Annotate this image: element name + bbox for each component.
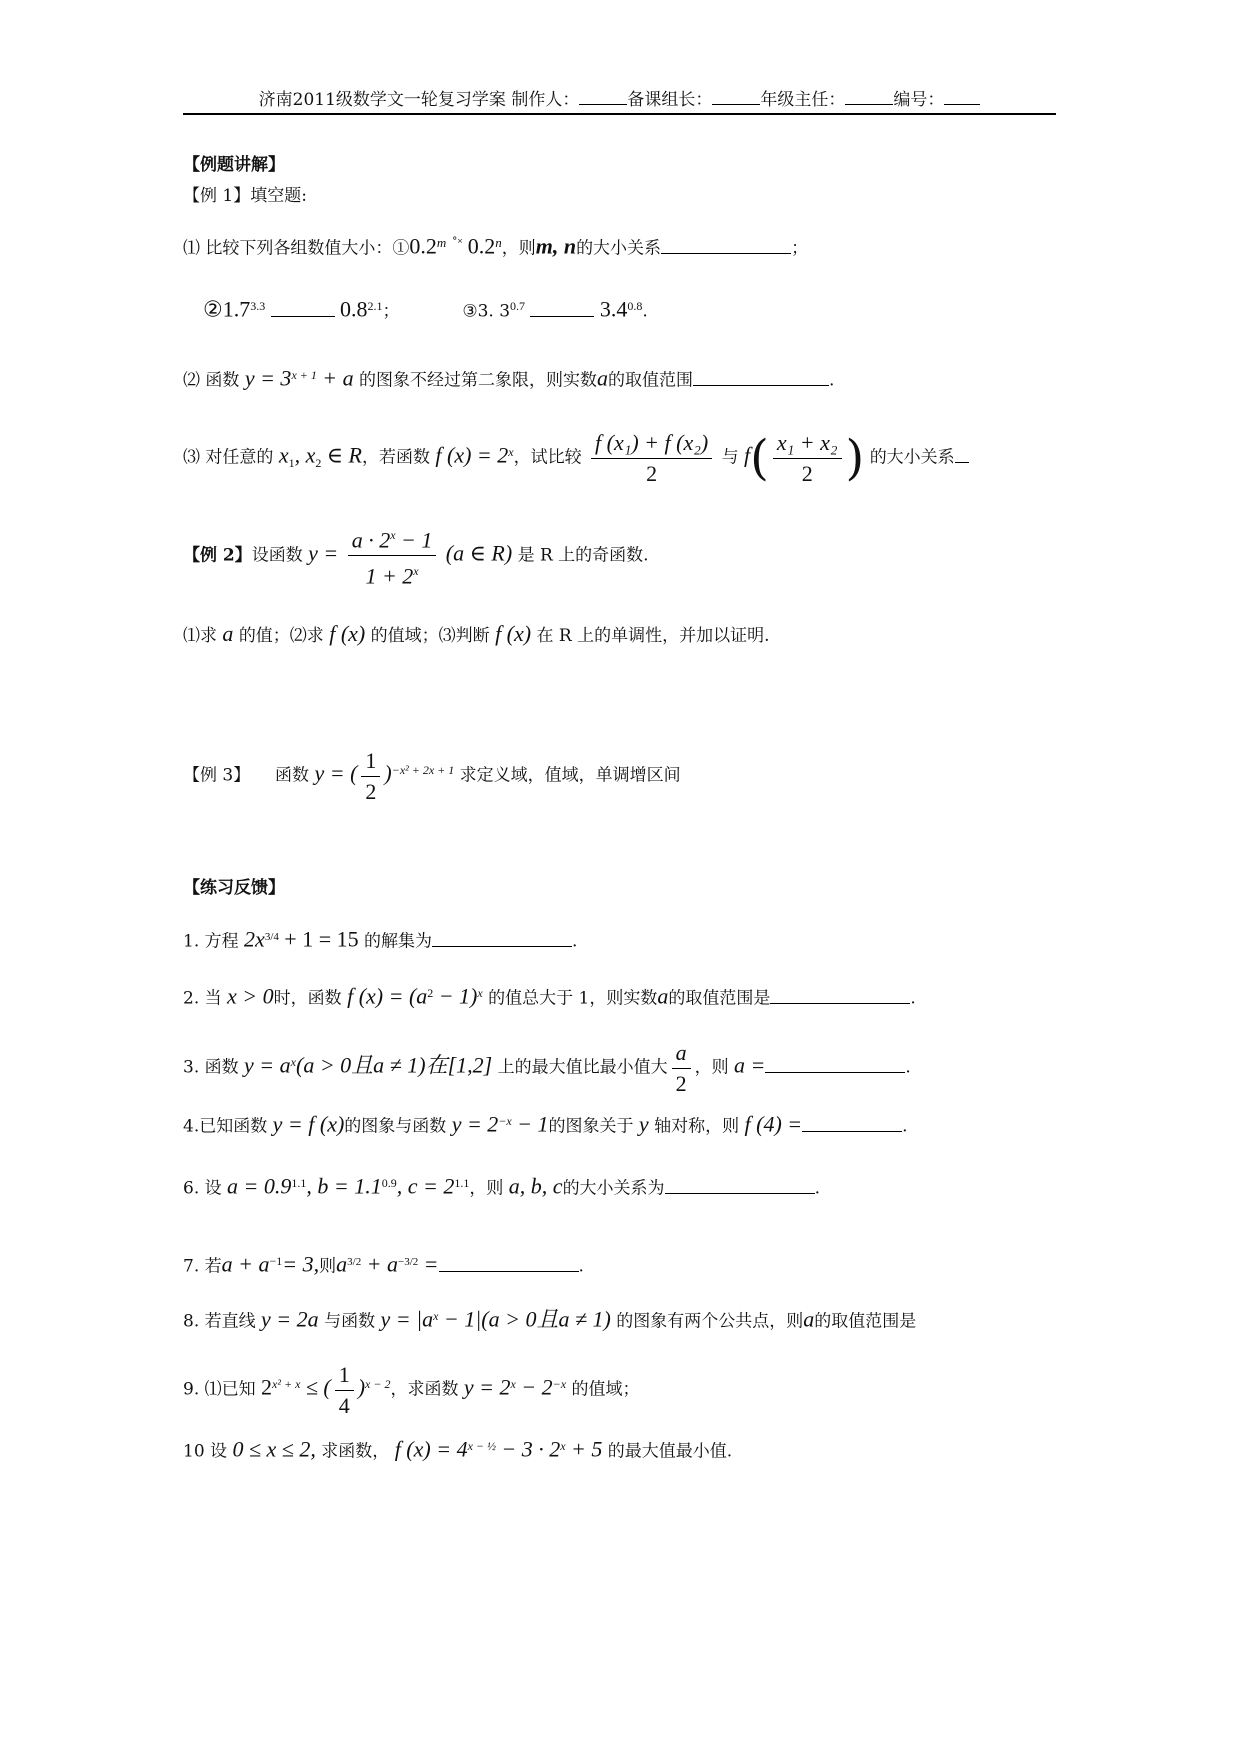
q1b-c1: ②1.7 bbox=[203, 296, 251, 322]
p6-b-exp: 0.9 bbox=[381, 1176, 397, 1190]
q1-mid: ，则 bbox=[501, 238, 536, 259]
p8-var: a bbox=[803, 1306, 815, 1332]
p3-cond: (a > 0且a ≠ 1)在[1,2] bbox=[296, 1052, 493, 1078]
q1b-c2-exp: 2.1 bbox=[367, 299, 383, 313]
p4-prefix: 已知函数 bbox=[199, 1116, 268, 1137]
p7-answer-blank[interactable] bbox=[439, 1255, 579, 1272]
p9-prefix: ⑴已知 bbox=[204, 1379, 256, 1400]
p4-f4: f (4) = bbox=[744, 1111, 803, 1137]
p8-expr2: y = |a bbox=[380, 1306, 434, 1332]
p3-mid2: ，则 bbox=[694, 1057, 729, 1078]
q1b-c1-exp: 3.3 bbox=[250, 299, 266, 313]
p1-exp-num: 3 bbox=[264, 931, 271, 943]
p4-end: . bbox=[902, 1116, 908, 1137]
p4-var: y bbox=[638, 1111, 649, 1137]
q3-num2: x₁ + x₂ bbox=[773, 428, 842, 459]
q2-answer-blank[interactable] bbox=[693, 369, 829, 386]
p10-suffix: 的最大值最小值. bbox=[607, 1441, 733, 1462]
practice-6 bbox=[183, 1170, 820, 1202]
p10-mid: 求函数， bbox=[321, 1441, 390, 1462]
example2-fraction bbox=[348, 520, 437, 592]
header-title: 济南2011级数学文一轮复习学案 制作人： bbox=[258, 90, 580, 110]
p6-mid: ，则 bbox=[469, 1178, 504, 1199]
practice-3 bbox=[183, 1030, 911, 1100]
q1-b: 0.2 bbox=[467, 233, 496, 259]
p2-fx: f (x) = (a bbox=[347, 983, 428, 1009]
p3-prefix: 函数 bbox=[204, 1057, 239, 1078]
p8-mid: 与函数 bbox=[324, 1311, 376, 1332]
p1-no: 1. bbox=[183, 931, 200, 952]
ex2-num-tail: − 1 bbox=[401, 527, 433, 553]
q1b-blank-2[interactable] bbox=[530, 300, 594, 317]
q3-den2: 2 bbox=[801, 460, 813, 486]
q1-vars: m, n bbox=[535, 233, 577, 259]
q3-prefix: ⑶ 对任意的 bbox=[183, 447, 274, 468]
p10-exp: x − ½ bbox=[467, 1439, 496, 1453]
ex2-den-exp: x bbox=[413, 564, 419, 579]
example2-y: y = bbox=[308, 540, 339, 566]
p8-exp: x bbox=[433, 1309, 439, 1323]
practice-1: 1. 方程 $2x^{3/4} + 1 = 15$ 的解集为 . bbox=[183, 926, 578, 952]
p6-suffix: 的大小关系为 bbox=[562, 1178, 665, 1199]
p9-no: 9. bbox=[183, 1379, 200, 1400]
q3-var-x2: x bbox=[305, 442, 316, 468]
practice-7: 7. 若$a + a^{-1}= 3$,则$a^{3/2} + a^{-3/2}$ = . bbox=[183, 1251, 584, 1277]
garbled-glyph: ˚˟ bbox=[451, 236, 463, 250]
practice-10 bbox=[183, 1433, 732, 1465]
q1-a-exp: m bbox=[436, 235, 447, 250]
q1b-c4-exp: 0.8 bbox=[627, 299, 643, 313]
p2-var: a bbox=[657, 983, 669, 1009]
p1-tail: + 1 = 15 bbox=[284, 926, 359, 952]
p9-mid: ，求函数 bbox=[390, 1379, 459, 1400]
example2-suffix: 是 R 上的奇函数. bbox=[517, 545, 649, 566]
example3-suffix: 求定义域，值域，单调增区间 bbox=[459, 765, 681, 786]
q2-prefix: ⑵ 函数 bbox=[183, 370, 240, 391]
p8-cond: (a > 0且a ≠ 1) bbox=[481, 1306, 611, 1332]
q3-in: ∈ R bbox=[326, 442, 362, 468]
q1-b-exp: n bbox=[495, 235, 502, 250]
p2-answer-blank[interactable] bbox=[770, 987, 910, 1004]
example2-cond: (a ∈ R) bbox=[445, 540, 513, 566]
p2-cond: x > 0 bbox=[227, 983, 274, 1009]
example1-q1b bbox=[203, 293, 648, 325]
example3-prefix: 函数 bbox=[275, 765, 310, 786]
p7-expr2: a bbox=[336, 1251, 348, 1277]
p6-c-exp: 1.1 bbox=[454, 1176, 470, 1190]
example1-title: 【例 1】填空题: bbox=[183, 186, 307, 206]
p3-no: 3. bbox=[183, 1057, 200, 1078]
practice-9 bbox=[183, 1352, 639, 1422]
example2-title: 【例 2】 bbox=[183, 545, 252, 566]
ex2-den: 1 + 2 bbox=[365, 563, 414, 589]
p9-close: ) bbox=[357, 1374, 366, 1400]
p1-suffix: 的解集为 bbox=[364, 931, 433, 952]
p6-prefix: 设 bbox=[204, 1178, 222, 1199]
q3-fraction-2 bbox=[773, 428, 842, 489]
example2-numerator bbox=[348, 520, 437, 556]
q1b-c3: ③3. 3 bbox=[462, 301, 511, 322]
p6-c: , c = 2 bbox=[396, 1173, 455, 1199]
p8-prefix: 若直线 bbox=[204, 1311, 256, 1332]
q1-prefix: ⑴ 比较下列各组数值大小：① bbox=[183, 238, 410, 259]
header-no-label: 编号： bbox=[893, 90, 945, 110]
q3-suffix: 的大小关系 bbox=[869, 447, 955, 468]
q2-end: . bbox=[829, 370, 835, 391]
author-blank[interactable] bbox=[579, 88, 627, 105]
p3-mid: 上的最大值比最小值大 bbox=[497, 1057, 668, 1078]
q2-tail: + a bbox=[322, 365, 354, 391]
grade-blank[interactable] bbox=[845, 88, 893, 105]
q3-and: 与 bbox=[721, 447, 739, 468]
section-examples-heading: 【例题讲解】 bbox=[183, 155, 285, 175]
p7-mid: 则 bbox=[319, 1256, 337, 1277]
q1b-c3-exp: 0.7 bbox=[510, 299, 526, 313]
q1b-c4: 3.4 bbox=[599, 296, 628, 322]
q2-expr: y = 3 bbox=[244, 365, 292, 391]
p9-exp3: x bbox=[510, 1377, 516, 1391]
q1-answer-blank[interactable] bbox=[661, 237, 791, 254]
header-rule bbox=[183, 113, 1056, 115]
p10-exp2: x bbox=[560, 1439, 566, 1453]
p4-expr2: y = 2 bbox=[451, 1111, 499, 1137]
p4-exp: −x bbox=[498, 1114, 512, 1128]
p7-exp2-den: 2 bbox=[412, 1256, 419, 1268]
p4-mid3: 轴对称，则 bbox=[654, 1116, 740, 1137]
q1b-c2: 0.8 bbox=[340, 296, 368, 322]
p7-end: . bbox=[578, 1256, 584, 1277]
example3-title: 【例 3】 bbox=[183, 765, 251, 786]
p8-expr: y = 2a bbox=[261, 1306, 319, 1332]
example2 bbox=[183, 520, 649, 592]
p4-no: 4. bbox=[183, 1116, 200, 1137]
example1-q3: ⑶ 对任意的 $x_1$, $x_2$ ∈ R，若函数 f $(x) = 2^x$，试比较 $\frac{\text{f (x₁) + f (x₂)}}{2}$ 与 f( $\frac{\text{x₁ + x₂}}{2}$ ) 的大小关系 bbox=[183, 420, 969, 495]
p9-tail: − 2 bbox=[521, 1374, 553, 1400]
ex2-sub-a: a bbox=[222, 621, 234, 646]
p9-num: 1 bbox=[335, 1360, 354, 1391]
p3-num: a bbox=[672, 1038, 691, 1069]
p1-exp-den: 4 bbox=[273, 931, 279, 943]
p7-no: 7. bbox=[183, 1256, 200, 1277]
p3-answer-blank[interactable] bbox=[765, 1056, 905, 1073]
p9-suffix: 的值域； bbox=[571, 1379, 640, 1400]
ex2-sub3: 的值域；⑶判断 bbox=[370, 626, 490, 646]
p6-vars: a, b, c bbox=[508, 1173, 563, 1199]
example2-denominator bbox=[365, 556, 418, 591]
p9-exp4: −x bbox=[552, 1377, 567, 1391]
p1-end: . bbox=[572, 931, 578, 952]
example1-q1 bbox=[183, 230, 808, 262]
p9-exp2: x − 2 bbox=[365, 1377, 391, 1391]
p4-mid2: 的图象关于 bbox=[548, 1116, 634, 1137]
p6-no: 6. bbox=[183, 1178, 200, 1199]
p9-den: 4 bbox=[338, 1392, 350, 1418]
p3-end: . bbox=[905, 1057, 911, 1078]
p3-var: a = bbox=[734, 1052, 766, 1078]
ex2-sub2: 的值；⑵求 bbox=[238, 626, 324, 646]
q3-mid2: ，试比较 bbox=[513, 447, 582, 468]
p7-exp2-num: 3 bbox=[404, 1256, 410, 1268]
example2-subquestions bbox=[183, 621, 770, 649]
q1-suffix: 的大小关系 bbox=[576, 238, 662, 259]
q2-exp: x + 1 bbox=[291, 368, 317, 382]
p10-expr: f (x) = 4 bbox=[394, 1436, 468, 1462]
number-blank[interactable] bbox=[944, 88, 980, 105]
p7-plus: + a bbox=[366, 1251, 398, 1277]
q3-f: f bbox=[744, 442, 751, 468]
q3-den: 2 bbox=[646, 460, 658, 486]
q1-a: 0.2 bbox=[409, 233, 437, 259]
p6-end: . bbox=[814, 1178, 820, 1199]
q1b-blank-1[interactable] bbox=[271, 300, 335, 317]
leader-blank[interactable] bbox=[712, 88, 760, 105]
ex2-num-exp: x bbox=[390, 528, 396, 542]
p8-suffix2: 的取值范围是 bbox=[814, 1311, 917, 1332]
p10-cond: 0 ≤ x ≤ 2, bbox=[232, 1436, 316, 1462]
q3-var-x1: x bbox=[278, 442, 289, 468]
p1-prefix: 方程 bbox=[204, 931, 239, 952]
p4-expr: y = f (x) bbox=[272, 1111, 345, 1137]
p2-no: 2. bbox=[183, 988, 200, 1009]
example3-fraction bbox=[361, 746, 380, 807]
p2-suffix2: 的取值范围是 bbox=[668, 988, 771, 1009]
q3-mid: ，若函数 bbox=[361, 447, 430, 468]
p9-expr: 2 bbox=[261, 1374, 273, 1400]
p10-no: 10 设 bbox=[183, 1441, 228, 1462]
p3-expr: y = a bbox=[244, 1052, 291, 1078]
p6-a-exp: 1.1 bbox=[291, 1176, 307, 1190]
q3-fraction-1 bbox=[591, 428, 712, 489]
example1-q2 bbox=[183, 362, 834, 394]
ex3-num: 1 bbox=[361, 746, 380, 777]
page-header bbox=[183, 88, 1056, 110]
p1-expr: 2x bbox=[244, 926, 265, 952]
p9-exp: x² + x bbox=[272, 1377, 301, 1391]
p3-exp: x bbox=[290, 1055, 296, 1069]
p2-mid: 时，函数 bbox=[273, 988, 342, 1009]
p7-exp1: −1 bbox=[269, 1254, 283, 1268]
p4-answer-blank[interactable] bbox=[802, 1115, 902, 1132]
q1b-sep: ； bbox=[382, 301, 400, 322]
practice-8 bbox=[183, 1303, 916, 1335]
ex2-sub1: ⑴求 bbox=[183, 626, 217, 646]
section-practice-heading: 【练习反馈】 bbox=[183, 878, 285, 898]
p6-b: , b = 1.1 bbox=[306, 1173, 382, 1199]
p8-no: 8. bbox=[183, 1311, 200, 1332]
p10-tail2: + 5 bbox=[571, 1436, 603, 1462]
ex3-close: ) bbox=[384, 760, 392, 786]
example3-y: y = ( bbox=[314, 760, 358, 786]
ex3-exp: −x² + 2x + 1 bbox=[391, 763, 455, 777]
p2-expx: x bbox=[477, 986, 483, 1000]
p3-den: 2 bbox=[675, 1070, 687, 1096]
p9-le: ≤ ( bbox=[305, 1374, 331, 1400]
header-leader-label: 备课组长： bbox=[627, 90, 713, 110]
q2-text2: 的取值范围 bbox=[608, 370, 694, 391]
practice-4 bbox=[183, 1108, 908, 1140]
q1b-end: . bbox=[642, 301, 648, 322]
q3-answer-blank[interactable] bbox=[955, 446, 969, 463]
p2-prefix: 当 bbox=[204, 988, 222, 1009]
p7-expr: a + a bbox=[221, 1251, 270, 1277]
p9-fraction bbox=[335, 1360, 354, 1421]
p8-suffix: 的图象有两个公共点，则 bbox=[616, 1311, 804, 1332]
q3-fx: f (x) = 2 bbox=[435, 442, 509, 468]
p7-eq: = bbox=[423, 1251, 439, 1277]
p2-fx2: − 1) bbox=[438, 983, 478, 1009]
p3-fraction bbox=[672, 1038, 691, 1099]
ex2-sub-f1: f (x) bbox=[329, 621, 366, 646]
p1-answer-blank[interactable] bbox=[432, 930, 572, 947]
p9-expr2: y = 2 bbox=[463, 1374, 511, 1400]
example3 bbox=[183, 738, 681, 808]
p2-end: . bbox=[910, 988, 916, 1009]
header-grade-label: 年级主任： bbox=[760, 90, 846, 110]
p4-mid: 的图象与函数 bbox=[344, 1116, 447, 1137]
practice-2 bbox=[183, 980, 916, 1012]
p10-tail: − 3 · 2 bbox=[501, 1436, 561, 1462]
p6-a: a = 0.9 bbox=[227, 1173, 292, 1199]
p6-answer-blank[interactable] bbox=[665, 1177, 815, 1194]
p7-tail: = 3, bbox=[282, 1251, 320, 1277]
q2-var: a bbox=[597, 365, 609, 391]
p8-tail: − 1| bbox=[443, 1306, 482, 1332]
q2-text: 的图象不经过第二象限，则实数 bbox=[359, 370, 598, 391]
p4-tail: − 1 bbox=[517, 1111, 549, 1137]
ex2-num: a · 2 bbox=[351, 527, 391, 553]
q1-end: ； bbox=[791, 238, 809, 259]
p7-prefix: 若 bbox=[204, 1256, 222, 1277]
p7-exp-num: 3 bbox=[347, 1256, 353, 1268]
p2-suffix: 的值总大于 1，则实数 bbox=[488, 988, 658, 1009]
q3-num: f (x₁) + f (x₂) bbox=[591, 428, 712, 459]
ex3-den: 2 bbox=[365, 778, 377, 804]
p2-exp2: 2 bbox=[427, 986, 434, 1000]
p7-exp-den: 2 bbox=[355, 1256, 362, 1268]
ex2-sub-f2: f (x) bbox=[495, 621, 532, 646]
example2-prefix: 设函数 bbox=[251, 545, 303, 566]
q3-exp: x bbox=[508, 445, 514, 459]
ex2-sub4: 在 R 上的单调性，并加以证明. bbox=[536, 626, 770, 646]
